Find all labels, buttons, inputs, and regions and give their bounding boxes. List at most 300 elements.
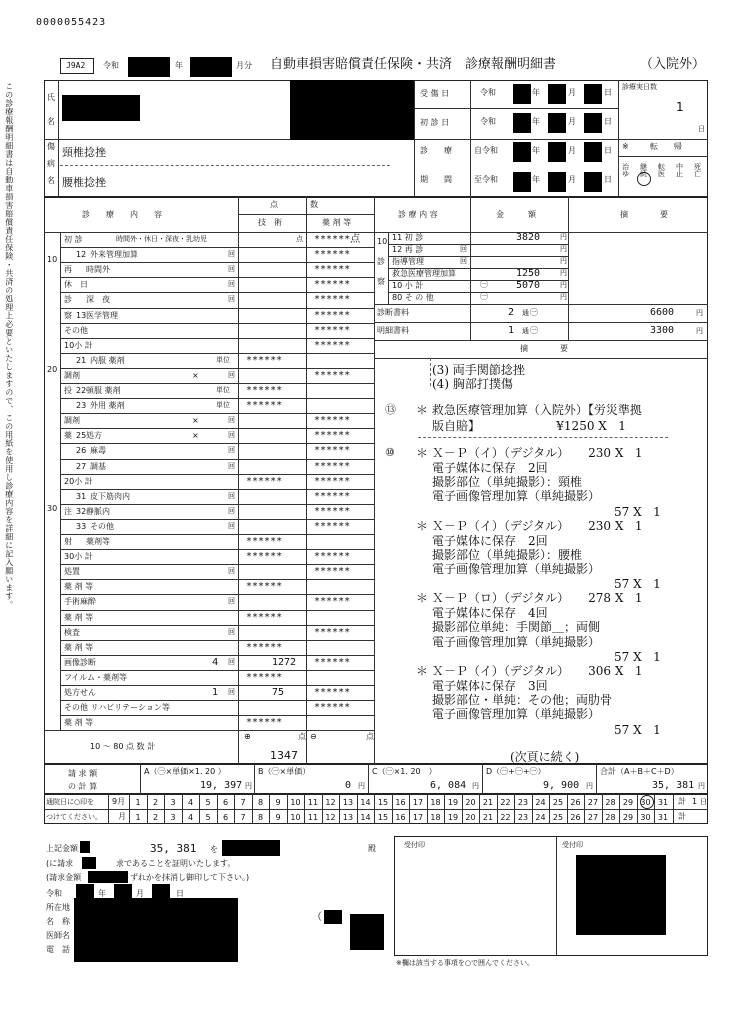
stmt-unit: 通 xyxy=(522,327,529,335)
row-unit: 回 xyxy=(228,295,235,304)
row-line xyxy=(60,519,374,520)
stmt-count: 1 xyxy=(508,325,515,336)
visit-day-2: 23 xyxy=(517,813,529,822)
row-drug: ****** xyxy=(314,369,351,381)
row-label: 薬 剤 等 xyxy=(64,718,94,728)
row-line xyxy=(60,368,374,369)
total-drug-circle: ⊖ xyxy=(310,732,317,741)
redaction-stamp-small xyxy=(324,910,342,924)
remark-line: 撮影部位単純：手関節＿；両側 xyxy=(432,620,601,634)
row-line xyxy=(60,353,374,354)
day-sep xyxy=(252,794,253,824)
visit-day-1: 26 xyxy=(570,798,581,807)
right-row-unit: 円 xyxy=(560,233,567,241)
row-count: 4 xyxy=(212,656,219,668)
visit-day-2: 3 xyxy=(170,813,176,822)
header-month-label: 月分 xyxy=(236,61,252,70)
visit-day-2: 4 xyxy=(187,813,194,822)
addr-label-3: 医師名 xyxy=(46,931,70,940)
visit-day-1: 23 xyxy=(517,798,529,807)
row-group: 射 xyxy=(64,537,72,546)
remark-line: 57 X 1 xyxy=(614,505,661,519)
outcome-transfer: 転医 xyxy=(658,163,665,178)
remark-line: ＊ Ｘ－Ｐ（ロ）（デジタル） 278 X 1 xyxy=(416,591,643,605)
visit-day-1: 27 xyxy=(587,798,599,807)
remark-code: ⑩ xyxy=(385,446,395,459)
right-group-label: 10 xyxy=(377,237,388,246)
row-tech: 75 xyxy=(272,687,285,698)
day-sep xyxy=(497,794,498,824)
right-row-unit: 円 xyxy=(560,257,567,265)
m2: 月 xyxy=(568,117,576,126)
visit-sum-label-2: 計 xyxy=(678,812,686,821)
injury-1: 頸椎捻挫 xyxy=(62,146,106,159)
total-tech-point-mark: 点 xyxy=(298,732,306,741)
row-drug: ****** xyxy=(314,520,351,532)
redaction-footer-d xyxy=(152,884,170,898)
cert-count: 2 xyxy=(508,307,515,318)
redaction-date-11 xyxy=(548,172,566,192)
day-sep xyxy=(584,794,585,824)
side-note: この診療報酬明細書は自動車損害賠償責任保険・共済の処理上必要といたしますので、この用紙を使用し診療内容を詳細に記入願います。 xyxy=(4,82,14,609)
visit-day-2: 16 xyxy=(395,813,406,822)
row-label: 薬 剤 等 xyxy=(64,612,94,622)
billing-b-value: 0 xyxy=(345,780,352,791)
row-drug: ****** xyxy=(314,294,351,306)
visit-day-1: 28 xyxy=(605,798,616,807)
row-drug: ****** xyxy=(314,505,351,517)
right-amount-header: 金 額 xyxy=(496,210,536,219)
right-row-unit: 円 xyxy=(560,245,567,253)
redaction-date-12 xyxy=(584,172,602,192)
day-sep xyxy=(287,794,288,824)
y1: 年 xyxy=(532,88,540,97)
footer-note: ※欄は該当する事項を○で囲んでください。 xyxy=(396,959,534,967)
m4: 月 xyxy=(568,175,576,184)
row-label: 手術麻酔 xyxy=(64,597,96,607)
row-tech: ****** xyxy=(246,717,283,729)
total-drug-point-mark: 点 xyxy=(366,732,374,741)
redaction-year xyxy=(128,57,170,77)
redaction-footer-y xyxy=(76,884,94,898)
day-sep xyxy=(514,794,515,824)
footer-era: 令和 xyxy=(46,889,62,898)
day-sep xyxy=(322,794,323,824)
stamp-label-2: 受付印 xyxy=(562,841,583,849)
visit-day-1: 17 xyxy=(412,798,424,807)
injury-2: 腰椎捻挫 xyxy=(62,176,106,189)
y4: 年 xyxy=(532,175,540,184)
row-group: 察 xyxy=(64,310,72,320)
right-row-unit: 円 xyxy=(560,281,567,289)
billing-a-value: 19, 397 xyxy=(200,780,243,791)
row-label: その他 リハビリテーション等 xyxy=(64,703,170,713)
row-num: 31 xyxy=(76,491,87,501)
day-sep xyxy=(602,794,603,824)
day-sep xyxy=(532,794,533,824)
remark-line: 撮影部位・単純：その他；両肋骨 xyxy=(432,693,613,707)
visit-day-1: 4 xyxy=(187,798,194,807)
row-tech: ****** xyxy=(246,671,283,683)
row-x: × xyxy=(192,416,199,426)
visit-day-1: 24 xyxy=(535,798,546,807)
visit-day-2: 20 xyxy=(465,813,476,822)
visit-sum-label: 計 xyxy=(678,797,686,806)
name-label-2: 名 xyxy=(47,117,55,126)
row-line xyxy=(60,398,374,399)
visit-day-1: 2 xyxy=(152,798,159,807)
row-line xyxy=(60,504,374,505)
row-unit: 回 xyxy=(228,567,235,576)
visit-sep-month xyxy=(129,794,130,824)
visit-label-2: つけてください。 xyxy=(46,813,102,821)
footer-line-2b: 求であることを証明いたします。 xyxy=(116,859,236,868)
row-label: 30小 計 xyxy=(64,552,93,562)
row-unit: 回 xyxy=(228,370,235,379)
redaction-month xyxy=(190,57,232,77)
total-tech-mark: ⊕ xyxy=(244,732,251,741)
section-30-code: 30 xyxy=(47,504,58,513)
right-row-unit: 円 xyxy=(560,293,567,301)
footer-line-3b: ずれかを抹消し御印して下さい。) xyxy=(130,873,250,882)
form-subtitle: （入院外） xyxy=(640,57,706,72)
section-10-code: 10 xyxy=(47,255,58,264)
day-sep xyxy=(339,794,340,824)
remark-line: 57 X 1 xyxy=(614,723,661,737)
document-number: 0000055423 xyxy=(36,17,107,28)
footer-line-3: (請求金額 xyxy=(46,873,82,882)
right-row-label: 救急医療管理加算 xyxy=(392,269,456,278)
col-content-header: 診 療 内 容 xyxy=(82,210,162,219)
row-label: 頓服 薬剤 xyxy=(86,386,121,395)
row-drug: ******点 xyxy=(314,234,361,245)
visit-sep-label xyxy=(108,794,109,824)
row-line xyxy=(60,262,374,263)
row-label: フイルム・薬剤等 xyxy=(64,672,127,682)
visit-sum-unit: 日 xyxy=(700,798,707,806)
row-group: 薬 xyxy=(64,431,72,441)
row-label: 調剤 xyxy=(64,416,80,426)
row-line xyxy=(60,700,374,701)
redaction-date-9 xyxy=(584,142,602,162)
row-tech: ****** xyxy=(246,400,283,412)
row-line xyxy=(60,383,374,384)
cert-yen: 円 xyxy=(696,309,703,317)
row-drug: ****** xyxy=(314,702,351,714)
row-unit: 回 xyxy=(228,521,235,530)
day-sep xyxy=(567,794,568,824)
right-line-cert xyxy=(374,304,708,305)
row-label: 深 夜 xyxy=(86,295,110,305)
day-sep-end xyxy=(673,794,674,824)
row-line xyxy=(60,489,374,490)
row-label: 麻毒 xyxy=(90,446,106,456)
visit-day-1: 15 xyxy=(377,798,389,807)
visit-day-2: 8 xyxy=(257,813,264,822)
days-unit: 日 xyxy=(698,125,705,133)
row-line xyxy=(60,534,374,535)
injury-label-3: 名 xyxy=(47,176,55,185)
visit-day-2: 22 xyxy=(500,813,511,822)
remark-line: 版自賠】 ¥1250 X 1 xyxy=(432,419,626,433)
remark-line: ＊ Ｘ－Ｐ（イ）（デジタル） 306 X 1 xyxy=(416,664,643,678)
row-line xyxy=(60,579,374,580)
visit-day-2: 25 xyxy=(552,813,564,822)
visit-day-2: 27 xyxy=(587,813,599,822)
row-line xyxy=(60,640,374,641)
redaction-footer-3 xyxy=(88,871,128,883)
right-group-label: 察 xyxy=(377,277,385,286)
treatment-label-2: 期 間 xyxy=(420,175,452,184)
right-row-mark: 回 xyxy=(460,257,467,265)
right-row-label: 指導管理 xyxy=(392,257,424,266)
row-drug: ****** xyxy=(314,475,351,487)
row-label: 処方 xyxy=(86,431,102,441)
remark-line: 電子媒体に保存 2回 xyxy=(432,534,548,548)
visit-day-1: 1 xyxy=(135,798,141,807)
row-unit: 回 xyxy=(228,657,235,666)
visit-day-1: 30 xyxy=(640,798,651,807)
day-sep xyxy=(549,794,550,824)
row-label: 薬 剤 等 xyxy=(64,642,94,652)
cert-value: 6600 xyxy=(650,307,675,318)
redaction-footer-m xyxy=(114,884,132,898)
outcome-label: 転 帰 xyxy=(650,142,682,151)
day-sep xyxy=(217,794,218,824)
outcome-cured: 治ゆ xyxy=(622,163,629,178)
days-value: 1 xyxy=(676,100,684,114)
remark-code: ⑬ xyxy=(385,403,396,416)
row-drug: ****** xyxy=(314,324,351,336)
redaction-date-7 xyxy=(513,142,531,162)
total-value: 1347 xyxy=(270,749,298,762)
total-label: 10 ～ 80 点 数 計 xyxy=(90,742,156,751)
row-num: 23 xyxy=(76,401,87,411)
row-drug: ****** xyxy=(314,430,351,442)
to-mark: 至 xyxy=(474,175,482,184)
row-count: 1 xyxy=(212,687,219,698)
cert-unit: 通 xyxy=(522,309,529,317)
yen-total: 円 xyxy=(698,782,705,790)
row-line xyxy=(60,292,374,293)
footer-line-1: 上記金額 xyxy=(46,844,78,853)
day-sep xyxy=(269,794,270,824)
visit-day-2: 28 xyxy=(605,813,616,822)
visit-day-2: 2 xyxy=(152,813,159,822)
row-drug: ****** xyxy=(314,596,351,608)
remark-line: 撮影部位（単純撮影）：腰椎 xyxy=(432,548,583,562)
row-unit: 単位 xyxy=(216,401,230,410)
footer-y: 年 xyxy=(98,889,106,898)
row-line xyxy=(60,308,374,309)
visit-day-2: 26 xyxy=(570,813,581,822)
row-drug: ****** xyxy=(314,566,351,578)
row-line xyxy=(60,459,374,460)
row-label: その他 xyxy=(64,325,88,335)
d3: 日 xyxy=(604,146,612,155)
visit-day-2: 7 xyxy=(240,813,246,822)
row-drug: ****** xyxy=(314,687,351,698)
row-line xyxy=(60,670,374,671)
right-row-label: 11 初 診 xyxy=(392,233,424,242)
row-line xyxy=(60,323,374,324)
row-label: 10小 計 xyxy=(64,340,93,350)
day-sep xyxy=(357,794,358,824)
remark-line: 電子画像管理加算（単純撮影） xyxy=(432,562,601,576)
row-line xyxy=(60,594,374,595)
first-visit-label: 初 診 日 xyxy=(420,118,450,127)
day-sep xyxy=(654,794,655,824)
visit-day-2: 29 xyxy=(622,813,634,822)
row-num: 22 xyxy=(76,386,87,395)
right-row-label: 10 小 計 xyxy=(392,281,424,290)
remark-line: (次頁に続く) xyxy=(510,750,580,764)
visit-day-2: 15 xyxy=(377,813,389,822)
row-tech: ****** xyxy=(246,551,283,563)
visit-day-2: 12 xyxy=(325,813,336,822)
visit-day-2: 19 xyxy=(447,813,459,822)
row-line xyxy=(60,655,374,656)
d2: 日 xyxy=(604,117,612,126)
row-unit: 回 xyxy=(228,431,235,440)
outcome-continued-circle xyxy=(637,172,651,186)
row-line xyxy=(60,474,374,475)
redaction-patient-name xyxy=(62,95,140,121)
row-drug: ****** xyxy=(314,656,351,668)
visit-day-1: 6 xyxy=(222,798,229,807)
row-drug: ****** xyxy=(314,415,351,427)
right-row-value: 5070 xyxy=(516,280,541,291)
row-label: 医学管理 xyxy=(86,310,118,320)
redaction-patient-info xyxy=(290,80,414,140)
remarks-header: 摘 要 xyxy=(520,344,568,353)
row-unit: 単位 xyxy=(216,355,230,364)
row-num: 33 xyxy=(76,521,87,531)
stmt-value: 3300 xyxy=(650,325,675,336)
remark-divider xyxy=(418,437,668,438)
right-row-sign: ㊀ xyxy=(480,292,488,301)
visit-day-1: 12 xyxy=(325,798,336,807)
day-sep xyxy=(374,794,375,824)
redaction-date-4 xyxy=(513,113,531,133)
visit-day-circle xyxy=(640,795,654,809)
receipt-era: 令和 xyxy=(480,88,496,97)
row-line xyxy=(60,443,374,444)
visit-day-2: 6 xyxy=(222,813,229,822)
row-line xyxy=(60,610,374,611)
visit-day-2: 5 xyxy=(205,813,211,822)
day-sep xyxy=(234,794,235,824)
billing-a-label: A（㊀×単価×1. 20 ） xyxy=(144,767,226,776)
from-mark: 自 xyxy=(474,146,482,155)
day-sep xyxy=(199,794,200,824)
visit-day-1: 11 xyxy=(307,798,319,807)
day-sep xyxy=(462,794,463,824)
visit-day-2: 10 xyxy=(290,813,301,822)
row-num: 13 xyxy=(76,310,87,320)
billing-b-label: B（㊀×単価） xyxy=(258,767,311,776)
row-group: 投 xyxy=(64,386,72,395)
addr-label-2: 名 称 xyxy=(46,917,70,926)
yen-d: 円 xyxy=(586,782,593,790)
redaction-date-10 xyxy=(513,172,531,192)
row-unit: 回 xyxy=(228,416,235,425)
remark-line: ＊ 救急医療管理加算（入院外）【労災準拠 xyxy=(416,403,642,417)
visit-day-1: 16 xyxy=(395,798,406,807)
redaction-footer-2 xyxy=(82,857,96,869)
row-tech: ****** xyxy=(246,611,283,623)
row-unit: 回 xyxy=(228,250,235,259)
billing-d-label: D（㊀+㊀+㊀） xyxy=(486,767,546,776)
visit-day-1: 5 xyxy=(205,798,211,807)
billing-total-value: 35, 381 xyxy=(652,780,695,791)
billing-c-value: 6, 084 xyxy=(430,780,467,791)
addr-label-1: 所在地 xyxy=(46,903,70,912)
row-label: 画像診断 xyxy=(64,657,96,667)
billing-label-2: の 計 算 xyxy=(68,782,98,791)
day-sep xyxy=(619,794,620,824)
row-unit: 回 xyxy=(228,265,235,274)
row-drug: ****** xyxy=(314,264,351,276)
row-unit: 回 xyxy=(228,446,235,455)
redaction-date-1 xyxy=(513,84,531,104)
row-label: 薬剤等 xyxy=(86,537,110,546)
row-line xyxy=(60,625,374,626)
row-label: 内服 薬剤 xyxy=(90,355,125,365)
visit-day-1: 31 xyxy=(657,798,669,807)
row-x: × xyxy=(192,370,199,380)
name-label-1: 氏 xyxy=(47,93,55,102)
row-line xyxy=(60,338,374,339)
row-label: 処置 xyxy=(64,567,80,577)
day-sep xyxy=(164,794,165,824)
right-content-header: 診 療 内 容 xyxy=(398,210,438,219)
row-label: 時間外 xyxy=(86,265,110,275)
outcome-death: 死亡 xyxy=(694,163,701,178)
outcome-mark: ※ xyxy=(622,142,629,151)
visit-day-1: 21 xyxy=(482,798,494,807)
section-20-code: 20 xyxy=(47,365,58,374)
from-era: 令和 xyxy=(482,146,498,155)
right-row-label: 80 そ の 他 xyxy=(392,293,434,302)
row-label: 初 診 xyxy=(64,235,83,244)
row-label: 外用 薬剤 xyxy=(90,401,125,411)
y3: 年 xyxy=(532,146,540,155)
redaction-date-3 xyxy=(584,84,602,104)
visit-day-2: 14 xyxy=(360,813,371,822)
redaction-date-8 xyxy=(548,142,566,162)
m3: 月 xyxy=(568,146,576,155)
day-sep xyxy=(444,794,445,824)
redaction-stamp-medium xyxy=(350,914,384,950)
row-label: 検査 xyxy=(64,627,80,637)
billing-d-value: 9, 900 xyxy=(543,780,580,791)
y2: 年 xyxy=(532,117,540,126)
main-table xyxy=(44,196,708,764)
day-sep xyxy=(637,794,638,824)
right-line-stmt xyxy=(374,322,708,323)
row-label: 調剤 xyxy=(64,370,80,380)
row-group: 診 xyxy=(64,295,72,305)
row-tech: ****** xyxy=(246,385,283,396)
m1: 月 xyxy=(568,88,576,97)
row-label: 静脈内 xyxy=(86,506,110,516)
redaction-date-2 xyxy=(548,84,566,104)
row-tech: ****** xyxy=(246,581,283,593)
row-label: 皮下筋肉内 xyxy=(90,491,130,501)
row-tech: ****** xyxy=(246,354,283,366)
visit-day-1: 7 xyxy=(240,798,246,807)
